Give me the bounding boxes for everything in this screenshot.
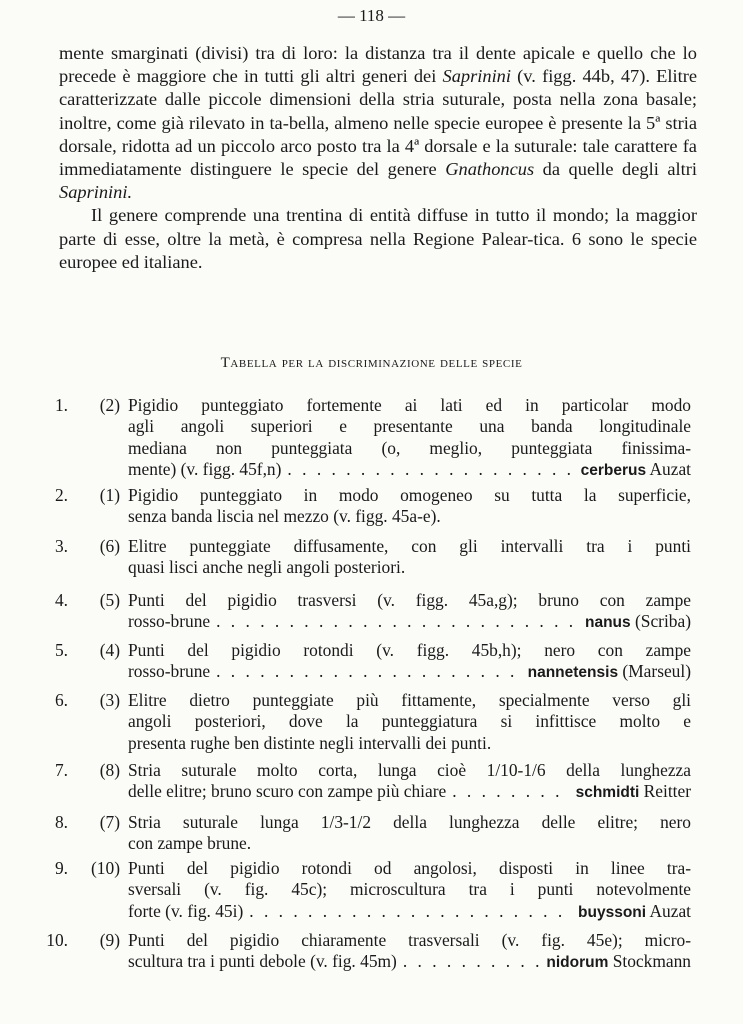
entry-line: Punti del pigidio trasversi (v. figg. 45a,g); bruno con zampe: [128, 590, 691, 610]
entry-line: Pigidio punteggiato in modo omogeneo su tutta la superficie,: [128, 485, 691, 505]
entry-number: 3.: [54, 536, 68, 556]
species-author: (Marseul): [618, 661, 691, 682]
entry-result-line: [128, 661, 691, 683]
entry-line: Stria suturale lunga 1/3-1/2 della lunghezza delle elitre; nero: [128, 812, 691, 832]
leader-dots: [287, 459, 574, 480]
entry-text: [128, 930, 691, 974]
leader-dots: [403, 951, 541, 972]
leader-dots: [216, 661, 522, 682]
entry-alternative-ref: (2): [99, 395, 120, 415]
species-name: [528, 661, 691, 683]
entry-number: 2.: [54, 485, 68, 505]
entry-number: 4.: [54, 590, 68, 610]
table-heading: Tabella per la discriminazione delle specie: [220, 355, 523, 371]
species-author: Stockmann: [608, 951, 691, 972]
entry-line: sversali (v. fig. 45c); microscultura tra i punti notevolmente: [128, 879, 691, 900]
entry-result-line: [128, 611, 691, 633]
entry-text: [128, 590, 691, 634]
entry-line: presenta rughe ben distinte negli intervalli dei punti.: [128, 732, 492, 753]
entry-line: rosso-brune: [128, 661, 211, 682]
leader-dots: [216, 611, 579, 632]
entry-number: 9.: [54, 858, 68, 878]
entry-text: [128, 812, 691, 855]
entry-line: Stria suturale molto corta, lunga cioè 1/10-1/6 della lunghezza: [128, 760, 691, 780]
entry-number: 5.: [54, 640, 68, 660]
species-epithet: nidorum: [546, 954, 609, 972]
entry-text: [128, 640, 691, 684]
entry-line: angoli posteriori, dove la punteggiatura si infittisce molto e: [128, 711, 691, 732]
entry-alternative-ref: (10): [91, 858, 120, 878]
entry-line: delle elitre; bruno scuro con zampe più chiare: [128, 781, 447, 802]
entry-line: agli angoli superiori e presentante una banda longitudinale: [128, 416, 691, 437]
entry-line: Punti del pigidio chiaramente trasversali (v. fig. 45e); micro-: [128, 930, 691, 950]
entry-number: 6.: [54, 690, 68, 710]
entry-line: Elitre dietro punteggiate più fittamente, specialmente verso gli: [128, 690, 691, 710]
entry-line: Punti del pigidio rotondi od angolosi, disposti in linee tra-: [128, 858, 691, 878]
entry-line: forte (v. fig. 45i): [128, 900, 244, 921]
entry-text: [128, 536, 691, 579]
species-name: [585, 611, 691, 633]
entry-text: [128, 760, 691, 804]
intro-paragraph-2: Il genere comprende una trentina di entità diffuse in tutto il mondo; la maggior parte di esse, oltre la metà, è compresa nella Regione Palear-tica. 6 sono le specie europee ed italiane.: [59, 205, 697, 272]
entry-alternative-ref: (1): [99, 485, 120, 505]
species-author: (Scriba): [630, 611, 691, 632]
leader-dots: [452, 781, 569, 802]
entry-alternative-ref: (9): [99, 930, 120, 950]
entry-line: senza banda liscia nel mezzo (v. figg. 45a-e).: [128, 506, 441, 527]
intro-text: [59, 42, 697, 274]
species-epithet: cerberus: [580, 462, 647, 480]
entry-text: [128, 690, 691, 754]
species-name: [578, 901, 691, 923]
entry-line: mediana non punteggiata (o, meglio, punteggiata finissima-: [128, 437, 691, 458]
entry-alternative-ref: (6): [99, 536, 120, 556]
page-number: — 118 —: [337, 6, 406, 25]
species-author: Reitter: [639, 781, 691, 802]
species-name: [576, 781, 691, 803]
entry-number: 7.: [54, 760, 68, 780]
entry-number: 1.: [54, 395, 68, 415]
entry-line: con zampe brune.: [128, 833, 252, 854]
species-epithet: nannetensis: [527, 664, 619, 682]
species-author: Auzat: [646, 900, 691, 921]
entry-line: Elitre punteggiate diffusamente, con gli intervalli tra i punti: [128, 536, 691, 556]
entry-text: [128, 395, 691, 482]
leader-dots: [249, 901, 572, 922]
entry-alternative-ref: (8): [99, 760, 120, 780]
entry-result-line: [128, 459, 691, 481]
entry-result-line: [128, 781, 691, 803]
entry-line: Pigidio punteggiato fortemente ai lati ed in particolar modo: [128, 395, 691, 415]
entry-line: rosso-brune: [128, 611, 211, 632]
species-epithet: buyssoni: [578, 903, 647, 921]
entry-alternative-ref: (3): [99, 690, 120, 710]
species-epithet: schmidti: [575, 784, 640, 802]
species-epithet: nanus: [584, 614, 631, 632]
entry-alternative-ref: (4): [99, 640, 120, 660]
entry-result-line: [128, 951, 691, 973]
intro-paragraph-1: mente smarginati (divisi) tra di loro: la distanza tra il dente apicale e quello che lo precede è maggiore che in tutti gli altri generi dei Saprinini (v. figg. 44b, 47). Elitre caratterizzate dalle piccole dimensioni della stria suturale, posta nella zona basale; inoltre, come già rilevato in ta-bella, almeno nelle specie europee è presente la 5ª stria dorsale, ridotta ad un piccolo arco posto tra la 4ª dorsale e la suturale: tale carattere fa immediatamente distinguere le specie del genere Gnathoncus da quelle degli altri Saprinini.: [59, 43, 697, 203]
entry-text: [128, 485, 691, 528]
entry-result-line: [128, 901, 691, 923]
entry-line: scultura tra i punti debole (v. fig. 45m): [128, 951, 397, 972]
entry-alternative-ref: (7): [99, 812, 120, 832]
entry-line: quasi lisci anche negli angoli posteriori.: [128, 557, 406, 578]
species-name: [546, 951, 691, 973]
entry-number: 10.: [46, 930, 68, 950]
entry-number: 8.: [54, 812, 68, 832]
entry-text: [128, 858, 691, 923]
species-name: [581, 459, 691, 481]
species-author: Auzat: [646, 459, 691, 480]
entry-alternative-ref: (5): [99, 590, 120, 610]
entry-line: Punti del pigidio rotondi (v. figg. 45b,h); nero con zampe: [128, 640, 691, 660]
entry-line: mente) (v. figg. 45f,n): [128, 459, 282, 480]
